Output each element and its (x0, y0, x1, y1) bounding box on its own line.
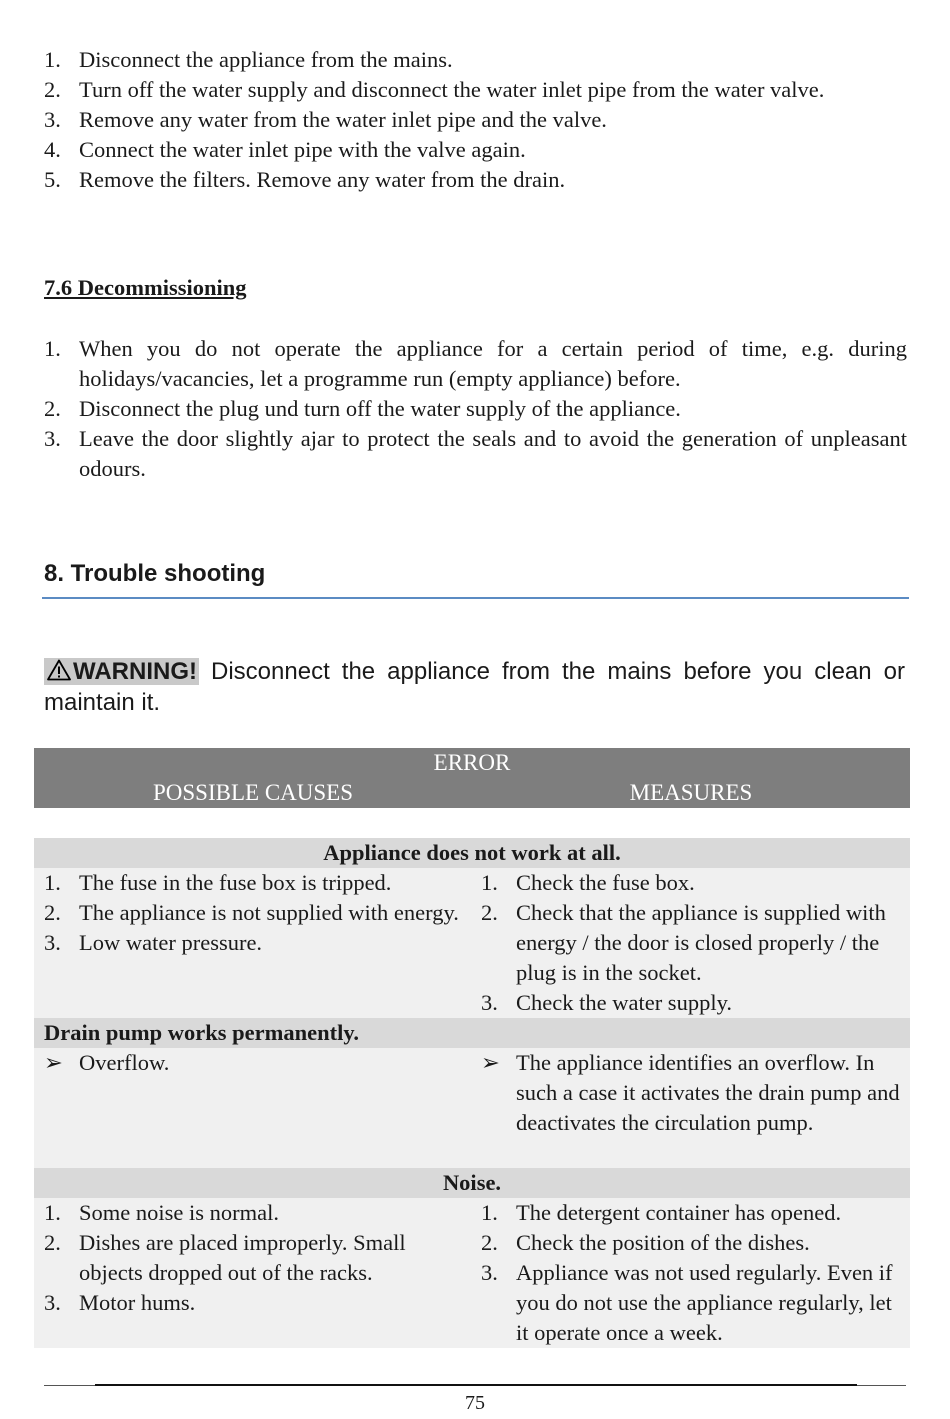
list-item: 2. Dishes are placed improperly. Small objects dropped out of the racks. (44, 1230, 406, 1285)
list-item: 1. The fuse in the fuse box is tripped. (44, 870, 392, 895)
arrow-bullet-icon: ➢ (481, 1050, 500, 1075)
warning-text: Disconnect the appliance from the mains before you clean or maintain it. (44, 658, 905, 716)
list-item: 2. Check the position of the dishes. (481, 1230, 810, 1255)
list-item: 2. Disconnect the plug und turn off the water supply of the appliance. (44, 396, 681, 421)
list-item: 3. Motor hums. (44, 1290, 196, 1315)
warning-notice (44, 656, 905, 718)
footer-divider-accent (95, 1384, 857, 1386)
list-item: 3. Check the water supply. (481, 990, 732, 1015)
measures-list (481, 1198, 901, 1348)
list-item: 4. Connect the water inlet pipe with the valve again. (44, 137, 526, 162)
decommissioning-steps-list (44, 334, 907, 484)
error-group-body (34, 1198, 910, 1348)
error-group-title: Drain pump works permanently. (34, 1018, 910, 1048)
list-item: ➢ The appliance identifies an overflow. In such a case it activates the drain pump and deactivates the circulation pump. (481, 1050, 900, 1135)
error-group-body (34, 1048, 910, 1168)
list-item: 5. Remove the filters. Remove any water from the drain. (44, 167, 566, 192)
arrow-bullet-icon: ➢ (44, 1050, 63, 1075)
list-item: 2. Turn off the water supply and disconnect the water inlet pipe from the water valve. (44, 77, 825, 102)
list-item: 1. The detergent container has opened. (481, 1200, 842, 1225)
measures-list (481, 1048, 901, 1138)
list-item: 3. Appliance was not used regularly. Even if you do not use the appliance regularly, let it operate once a week. (481, 1260, 893, 1345)
subsection-heading: 7.6 Decommissioning (44, 275, 247, 300)
causes-list (44, 1198, 464, 1318)
header-measures: MEASURES (629, 780, 753, 805)
warning-icon (47, 659, 71, 681)
causes-list (44, 1048, 464, 1078)
measures-list (481, 868, 901, 1018)
list-item: 2. Check that the appliance is supplied with energy / the door is closed properly / the plug is in the socket. (481, 900, 886, 985)
cleaning-steps-list (44, 45, 907, 195)
list-item: 3. Remove any water from the water inlet pipe and the valve. (44, 107, 607, 132)
list-item: 2. The appliance is not supplied with energy. (44, 900, 459, 925)
list-item: 1. Some noise is normal. (44, 1200, 279, 1225)
warning-badge (44, 658, 199, 685)
table-header (34, 748, 910, 808)
list-item: 3. Leave the door slightly ajar to protect the seals and to avoid the generation of unpleasant odours. (44, 426, 907, 481)
causes-list (44, 868, 464, 958)
list-item: 1. Check the fuse box. (481, 870, 695, 895)
error-group-title: Appliance does not work at all. (34, 838, 910, 868)
section-divider (42, 597, 909, 599)
error-group-title: Noise. (34, 1168, 910, 1198)
list-item: ➢ Overflow. (44, 1048, 464, 1078)
page-number: 75 (465, 1392, 485, 1414)
warning-label: WARNING! (73, 658, 197, 685)
header-error: ERROR (433, 750, 511, 775)
section-heading: 8. Trouble shooting (44, 560, 266, 587)
error-group-body (34, 868, 910, 1018)
list-item: 1. When you do not operate the appliance for a certain period of time, e.g. during holidays/vacancies, let a programme run (empty appliance) before. (44, 336, 907, 391)
list-item: 1. Disconnect the appliance from the mains. (44, 47, 453, 72)
list-item: 3. Low water pressure. (44, 930, 263, 955)
header-possible-causes: POSSIBLE CAUSES (152, 780, 354, 805)
